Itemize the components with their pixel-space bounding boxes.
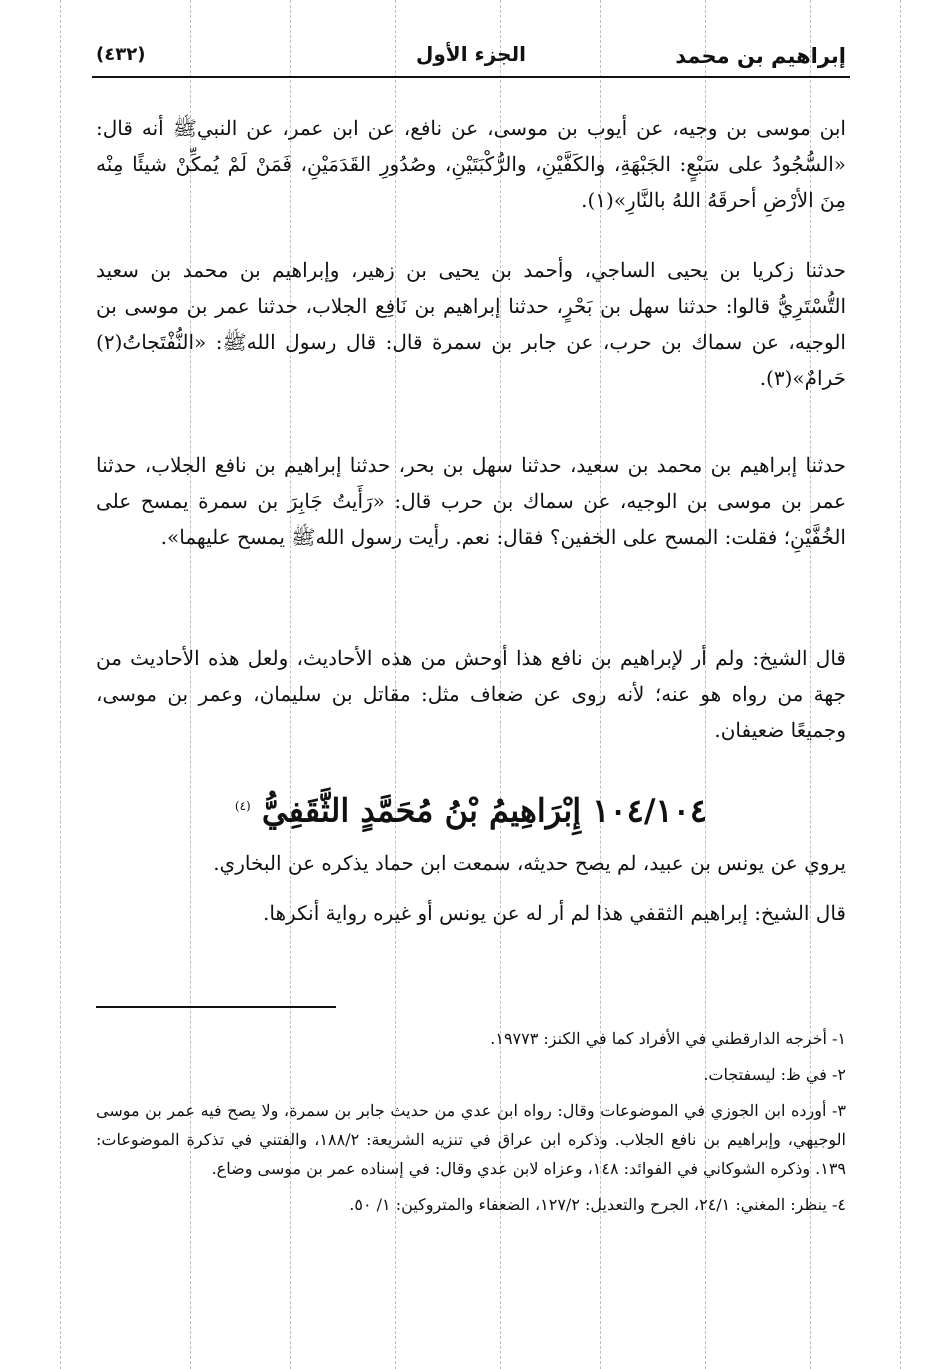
commentary-paragraph: قال الشيخ: ولم أر لإبراهيم بن نافع هذا أوحش من هذه الأحاديث، ولعل هذه الأحاديث من جهة من رواه هو عنه؛ لأنه روى عن ضعاف مثل: مقاتل بن سليمان، وعمر بن موسى، وجميعًا ضعيفان.: [96, 646, 846, 742]
entry-paragraph: قال الشيخ: إبراهيم الثقفي هذا لم أر له عن يونس أو غيره رواية أنكرها.: [263, 901, 846, 925]
footnote-item: ٤- ينظر: المغني: ٢٤/١، الجرح والتعديل: ١٢٧/٢، الضعفاء والمتروكين: ١/ ٥٠.: [349, 1195, 846, 1214]
footnotes: [96, 1024, 846, 1226]
entry-heading-text: ١٠٤/١٠٤ إِبْرَاهِيمُ بْنُ مُحَمَّدٍ الثَّقَفِيُّ: [261, 791, 708, 830]
page-header: [96, 38, 846, 78]
hadith-paragraph: حدثنا زكريا بن يحيى الساجي، وأحمد بن يحيى بن زهير، وإبراهيم بن محمد بن سعيد التُّسْتَرِيُّ قالوا: حدثنا سهل بن بَحْرٍ، حدثنا إبراهيم بن نَافِع الجلاب، حدثنا عمر بن موسى بن الوجيه، عن سماك بن حرب، عن جابر بن سمرة قال: قال رسول اللهﷺ: «النُّفْتَجاتُ(٢) حَرامٌ»(٣).: [96, 258, 846, 390]
entry-paragraph: يروي عن يونس بن عبيد، لم يصح حديثه، سمعت ابن حماد يذكره عن البخاري.: [213, 851, 846, 875]
book-page: [96, 0, 846, 1369]
header-rule: [92, 76, 850, 78]
running-title: إبراهيم بن محمد: [675, 44, 846, 68]
page-number: (٤٣٢): [96, 44, 146, 65]
hadith-paragraph: حدثنا إبراهيم بن محمد بن سعيد، حدثنا سهل بن بحر، حدثنا إبراهيم بن نافع الجلاب، حدثنا عمر بن موسى بن الوجيه، عن سماك بن حرب قال: «رَأَيتُ جَابِرَ بن سمرة يمسح على الخُفَّيْنِ؛ فقلت: المسح على الخفين؟ فقال: نعم. رأيت رسول اللهﷺ يمسح عليهما».: [96, 453, 846, 549]
footnote-item: ١- أخرجه الدارقطني في الأفراد كما في الكنز: ١٩٧٧٣.: [490, 1029, 846, 1048]
hadith-paragraph: ابن موسى بن وجيه، عن أيوب بن موسى، عن نافع، عن ابن عمر، عن النبيﷺ أنه قال: «السُّجُودُ على سَبْعٍ: الجَبْهَةِ، والكَفَّيْنِ، والرُّكْبَتَيْنِ، وصُدُورِ القَدَمَيْنِ، فَمَنْ لَمْ يُمكِّنْ شيئًا مِنْه مِنَ الأرْضِ أحرقَهُ اللهُ بالنَّارِ»(١).: [96, 116, 846, 212]
volume-label: الجزء الأول: [416, 42, 526, 66]
footnote-item: ٢- في ظ: ليسفتجات.: [703, 1065, 846, 1084]
footnote-separator: [96, 1006, 336, 1008]
scan-guide-line: [900, 0, 901, 1369]
scan-guide-line: [60, 0, 61, 1369]
entry-footnote-ref: (٤): [234, 799, 251, 813]
entry-heading: [96, 780, 846, 837]
footnote-item: ٣- أورده ابن الجوزي في الموضوعات وقال: رواه ابن عدي من حديث جابر بن سمرة، ولا يصح فيه عمر بن موسى الوجيهي، وإبراهيم بن نافع الجلاب. وذكره ابن عراق في تنزيه الشريعة: ١٨٨/٢، والفتني في تذكرة الموضوعات: ١٣٩. وذكره الشوكاني في الفوائد: ١٤٨، وعزاه لابن عدي وقال: في إسناده عمر بن موسى وضاع.: [96, 1101, 846, 1178]
